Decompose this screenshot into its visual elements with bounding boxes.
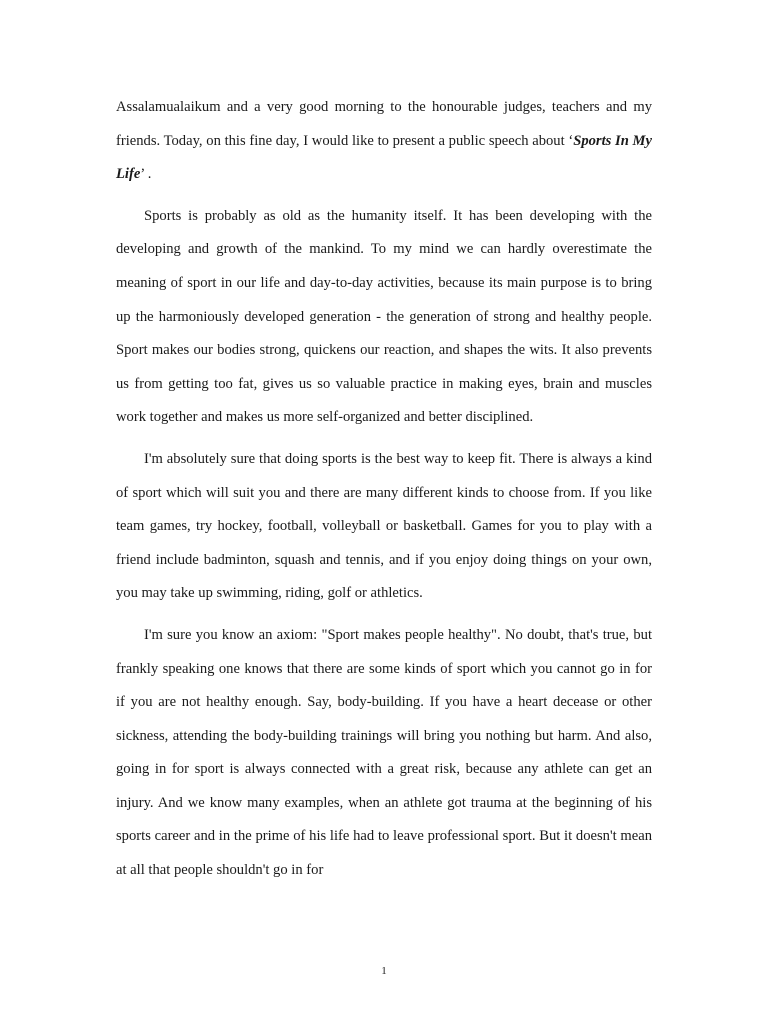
intro-paragraph: [116, 91, 652, 192]
intro-text-before: Assalamualaikum and a very good morning to the honourable judges, teachers and my friends. Today, on this fine day, I would like to present a public speech about ‘: [116, 99, 652, 149]
paragraph-sports-history: Sports is probably as old as the humanity itself. It has been developing with the developing and growth of the mankind. To my mind we can hardly overestimate the meaning of sport in our life and day-to-day activities, because its main purpose is to bring up the harmoniously developed generation - the generation of strong and healthy people. Sport makes our bodies strong, quickens our reaction, and shapes the wits. It also prevents us from getting too fat, gives us so valuable practice in making eyes, brain and muscles work together and makes us more self-organized and better disciplined.: [116, 207, 652, 426]
speech-title: Sports In My Life: [116, 132, 652, 183]
paragraph-keep-fit: I'm absolutely sure that doing sports is the best way to keep fit. There is always a kind of sport which will suit you and there are many different kinds to choose from. If you like team games, try hockey, football, volleyball or basketball. Games for you to play with a friend include badminton, squash and tennis, and if you enjoy doing things on your own, you may take up swimming, riding, golf or athletics.: [116, 450, 652, 602]
speech-body: [116, 91, 652, 896]
paragraph-axiom: I'm sure you know an axiom: "Sport makes people healthy". No doubt, that's true, but frankly speaking one knows that there are some kinds of sport which you cannot go in for if you are not healthy enough. Say, body-building. If you have a heart decease or other sickness, attending the body-building trainings will bring you nothing but harm. And also, going in for sport is always connected with a great risk, because any athlete can get an injury. And we know many examples, when an athlete got trauma at the beginning of his sports career and in the prime of his life had to leave professional sport. But it doesn't mean at all that people shouldn't go in for: [116, 626, 652, 879]
page-number: 1: [381, 965, 387, 977]
intro-text-after: ’ .: [140, 166, 152, 183]
